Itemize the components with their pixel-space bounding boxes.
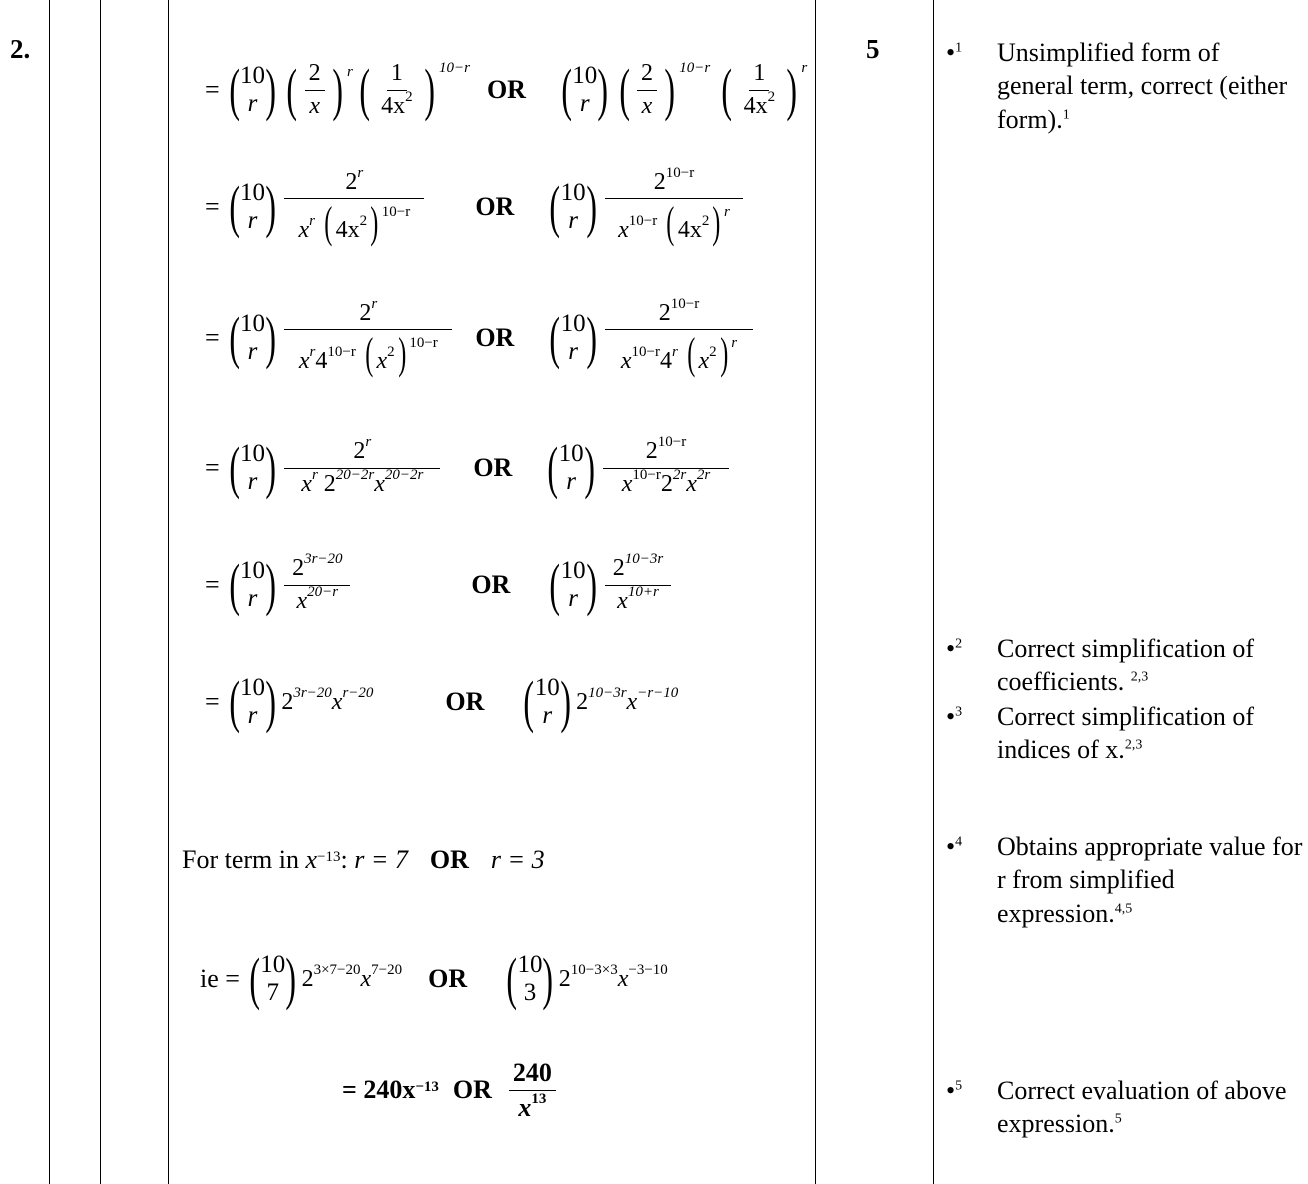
- final-result: = 240x −13 OR $\frac{240}{x^{13}}$: [342, 1058, 559, 1122]
- table-divider: [815, 0, 816, 1184]
- working-step-1: = ( 10 r ) ( $\frac{2}{x}$ ) r ( $\frac{1}{4x^2}$ ) 10−r OR ( 10 r ) ( $\frac{2}{x}$ ) 10−r ( $\frac{1}{4x^2}$ ) r: [205, 57, 808, 122]
- working-step-3: = ( 10 r ) $\frac{2^r}{x^r4^{10-r} ( x^2) ^{10-r}}$ OR ( 10 r ) $\frac{2^{10-r}}{x^{10-r}4^r ( x^2) ^r}$: [205, 306, 756, 370]
- term-condition-line: For term in x −13 : r = 7 OR r = 3: [182, 845, 545, 874]
- question-number: 2.: [10, 34, 31, 64]
- working-step-4: = ( 10 r ) $\frac{2^r}{x^r 2^{20-2r}x^{20-2r}}$ OR ( 10 r ) $\frac{2^{10-r}}{x^{10-r}2^{2r}x^{2r}}$: [205, 436, 732, 500]
- table-divider: [49, 0, 50, 1184]
- substitution-line: ie = ( 10 7 ) $2^{3\times 7-20}x^{7-20}$ OR ( 10 3 ) $2^{10-3\times 3}x^{-3-10}$: [200, 946, 668, 1011]
- working-step-5: = ( 10 r ) $\frac{2^{3r-20}}{x^{20-r}}$ OR ( 10 r ) $\frac{2^{10-3r}}{x^{10+r}}$: [205, 553, 674, 617]
- table-divider: [100, 0, 101, 1184]
- table-divider: [933, 0, 934, 1184]
- working-step-6: = ( 10 r ) $2^{3r-20}x^{r-20}$ OR ( 10 r ) $2^{10-3r}x^{-r-10}$: [205, 669, 679, 734]
- table-divider: [168, 0, 169, 1184]
- binomial-coefficient: ( 10 r ): [229, 57, 276, 122]
- or-label: OR: [486, 75, 526, 104]
- marks-value: 5: [866, 34, 880, 64]
- working-step-2: = ( 10 r ) $\frac{2^r}{x^r ( 4x^2) ^{10-r}}$ OR ( 10 r ) $\frac{2^{10-r}}{x^{10-r} ( 4x^2) ^r}$: [205, 175, 746, 239]
